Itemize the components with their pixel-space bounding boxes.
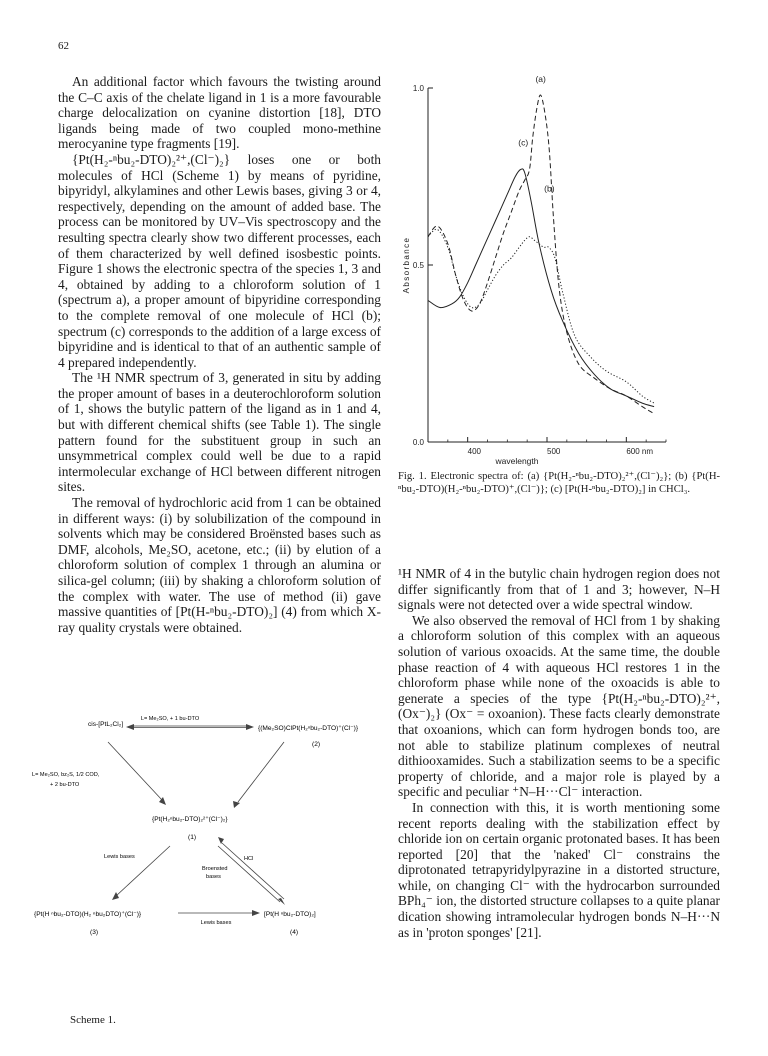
page-number: 62 [58, 40, 69, 52]
paragraph: {Pt(H₂-ⁿbu₂-DTO)₂²⁺,(Cl⁻)₂} loses one or both molecules of HCl (Scheme 1) by means of pyridine, bipyridyl, alkylamines and other Lewis bases, giving 3 or 4, respectively, depending on the amount of added base. The process can be monitored by UV–Vis spectroscopy and the resulting spectra clearly show two different processes, each of them characterized by well defined isosbestic points. Figure 1 shows the electronic spectra of the species 1, 3 and 4, obtained by adding to a chloroform solution of 1 (spectrum a), a proper amount of bipyridine corresponding to the complete removal of one molecule of HCl (b); spectrum (c) corresponds to the addition of a large excess of bipyridine and is identical to that of an authentic sample of 4 prepared independently. [58, 151, 381, 370]
arrowhead [218, 837, 224, 844]
x-tick-label: 400 [467, 447, 482, 456]
arrow-right-down [238, 742, 284, 802]
compound-label-2: (2) [312, 741, 321, 748]
compound-2: {(Me₂SO)ClPt(H₂ⁿbu₂-DTO)⁺(Cl⁻)} [258, 725, 359, 732]
figure-caption: Fig. 1. Electronic spectra of: (a) {Pt(H₂-ⁿbu₂-DTO)₂²⁺,(Cl⁻)₂}; (b) {Pt(H-ⁿbu₂-DTO)(H₂-ⁿbu₂-DTO)⁺,(Cl⁻)}; (c) [Pt(H-ⁿbu₂-DTO)₂] in CHCl₃. [398, 471, 720, 495]
arrow-condition-bottom: Lewis bases [200, 920, 232, 926]
right-column [398, 566, 720, 940]
y-tick-label: 0.5 [412, 261, 424, 270]
condition-lewis-bases: Lewis bases [104, 854, 135, 860]
arrow-condition-left-1: L= Me₂SO, bz₂S, 1/2 COD, [32, 772, 100, 778]
left-column [58, 74, 381, 635]
chart-labels [402, 74, 555, 466]
arrow-hcl [222, 843, 284, 899]
paragraph: The removal of hydrochloric acid from 1 can be obtained in different ways: (i) by solubilization of the compound in solvents which may be considered Broënsted bases such as DMF, alcohols, Me₂SO, acetone, etc.; (ii) by elution of a chloroform solution of complex 1 through an alumina or silica-gel column; (iii) by shaking a chloroform solution of the complex with water. The use of method (ii) gave massive quantities of [Pt(H-ⁿbu₂-DTO)₂] (4) from which X-ray quality crystals were obtained. [58, 495, 381, 635]
curve-label: (c) [518, 137, 529, 148]
compound-3: {Pt(H ⁿbu₂-DTO)(H₂ ⁿbu₂DTO)⁺(Cl⁻)} [34, 911, 142, 918]
paragraph: ¹H NMR of 4 in the butylic chain hydrogen region does not differ significantly from that of 1 and 3; however, N–H signals were not detected over a wide spectral window. [398, 566, 720, 613]
arrow-condition-top: L= Me₂SO, + 1 bu-DTO [140, 716, 200, 722]
chart-series [428, 95, 654, 414]
condition-hcl: HCl [244, 856, 254, 862]
condition-broensted-2: bases [206, 874, 221, 880]
paragraph: We also observed the removal of HCl from 1 by shaking a chloroform solution of this complex with an aqueous solution of various oxoacids. At the same time, the double phase reaction of 4 with aqueous HCl restores 1 in the chloroform phase while none of the oxoacids is able to generate a species of the type {Pt(H₂-ⁿbu₂-DTO)₂²⁺,(Ox⁻)₂} (Ox⁻ = oxoanion). These facts clearly demonstrate that oxoanions, which can form hydrogen bonds too, are not able to stabilize platinum complexes of neutral dithiooxamides. Such a stabilization seems to be a specific property of chloride, and a major role is played by a specific and peculiar ⁺N–H···Cl⁻ interaction. [398, 612, 720, 800]
arrowhead [126, 724, 134, 730]
compound-label-3: (3) [90, 929, 99, 936]
arrowhead [233, 801, 240, 808]
compound-1: {Pt(H₂ⁿbu₂-DTO)₂²⁺(Cl⁻)₂} [152, 816, 228, 823]
paragraph: In connection with this, it is worth mentioning some recent reports dealing with the stabilization effect by chloride ion on certain organic protonated bases. It has been reported [20] that the 'naked' Cl⁻ constrains the diprotonated tetrapyridylpyrazine in a distorted structure, while, on changing Cl⁻ with the hydrocarbon surrounded BPh₄⁻ ion, the distorted structure collapses to a quite planar dication showing intramolecular hydrogen bonds N–H···N as in 'proton sponges' [21]. [398, 799, 720, 940]
y-tick-label: 0.0 [412, 438, 424, 447]
paragraph: An additional factor which favours the twisting around the C–C axis of the chelate ligand in 1 is a more favourable charge delocalization on cyanine distortion [18], DTO ligands being made of two coupled mono-methine merocyanine type fragments [19]. [58, 74, 381, 152]
reaction-scheme [30, 708, 380, 1008]
series-line [428, 229, 654, 403]
spectra-chart [398, 74, 720, 466]
compound-4: [Pt(H ⁿbu₂-DTO)₂] [264, 911, 316, 918]
arrow-broensted-bases [218, 846, 280, 902]
chart-ticks [413, 84, 666, 456]
x-axis-label: wavelength [495, 456, 539, 466]
compound-label-4: (4) [290, 929, 299, 936]
x-tick-label: 500 [547, 447, 561, 456]
y-tick-label: 1.0 [412, 84, 424, 93]
arrowhead [246, 724, 254, 730]
curve-label: (a) [535, 74, 546, 84]
series-line [428, 169, 654, 407]
condition-broensted-1: Broensted [202, 866, 228, 872]
curve-label: (b) [544, 183, 555, 194]
compound-cis-ptl2cl2: cis-[PtL₂Cl₂] [88, 721, 124, 728]
arrow-condition-left-2: + 2 bu-DTO [50, 782, 80, 788]
compound-label-1: (1) [188, 834, 197, 841]
y-axis-label: Absorbance [402, 236, 411, 294]
chart-axes [428, 88, 666, 442]
scheme-caption: Scheme 1. [70, 1014, 116, 1026]
arrowhead [112, 892, 119, 900]
arrow-left-down [108, 742, 162, 800]
paragraph: The ¹H NMR spectrum of 3, generated in situ by adding the proper amount of bases in a deuterochloroform solution of 1, shows the butylic pattern of the ligand as in 1 and 4, but with different chemical shifts (see Table 1). The single pattern found for the substituent group in such an unsymmetrical complex could well be due to a rapid intermolecular exchange of HCl between different nitrogen sites. [58, 370, 381, 495]
x-tick-label: 600 nm [626, 447, 654, 456]
arrowhead [252, 910, 260, 916]
